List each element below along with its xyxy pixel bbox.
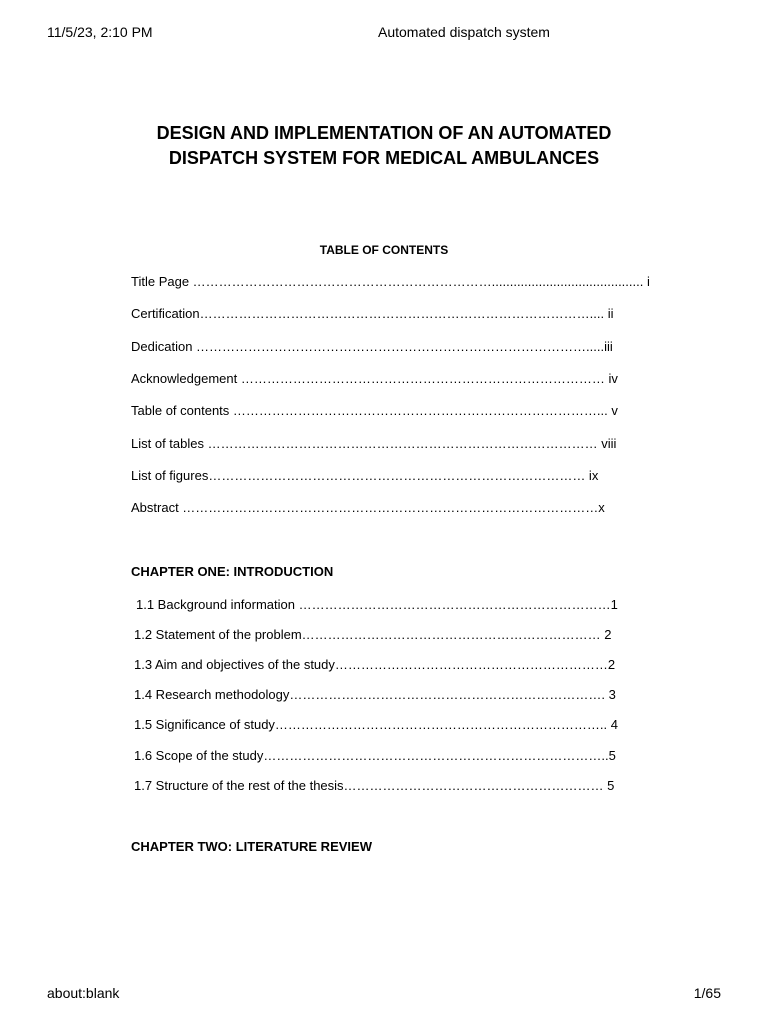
- toc-entry-list-of-figures: List of figures…………………………………………………………………………… ix: [131, 468, 599, 483]
- print-page-title: Automated dispatch system: [378, 24, 550, 40]
- toc-section-1-6: 1.6 Scope of the study……………………………………………………………………..5: [134, 748, 616, 763]
- document-title: DESIGN AND IMPLEMENTATION OF AN AUTOMATED DISPATCH SYSTEM FOR MEDICAL AMBULANCES: [156, 123, 612, 168]
- chapter-one-heading: CHAPTER ONE: INTRODUCTION: [131, 564, 334, 579]
- toc-heading: TABLE OF CONTENTS: [319, 243, 449, 257]
- toc-section-1-5: 1.5 Significance of study………………………………………………………………….. 4: [134, 717, 618, 732]
- print-datetime: 11/5/23, 2:10 PM: [47, 24, 153, 40]
- toc-entry-list-of-tables: List of tables ……………………………………………………………………………… viii: [131, 436, 617, 451]
- print-url: about:blank: [47, 985, 120, 1001]
- toc-entry-abstract: Abstract ……………………………………………………………………………………x: [131, 500, 605, 515]
- toc-section-1-1: 1.1 Background information ………………………………………………………………1: [136, 597, 618, 612]
- toc-entry-title-page: Title Page …………………………………………………………….......................................... i: [131, 274, 650, 289]
- chapter-two-heading: CHAPTER TWO: LITERATURE REVIEW: [131, 839, 372, 854]
- toc-section-1-3: 1.3 Aim and objectives of the study………………………………………………………2: [134, 657, 616, 672]
- toc-section-1-4: 1.4 Research methodology………………………………………………………………. 3: [134, 687, 616, 702]
- toc-entry-certification: Certification……………………………………………………………………………….... ii: [131, 306, 614, 321]
- toc-entry-table-of-contents: Table of contents …………………………………………………………………………... v: [131, 403, 618, 418]
- toc-entry-acknowledgement: Acknowledgement ………………………………………………………………………… iv: [131, 371, 618, 386]
- print-page-number: 1/65: [693, 985, 721, 1001]
- toc-entry-dedication: Dedication ……………………………………………………………………………….....iii: [131, 339, 613, 354]
- toc-section-1-2: 1.2 Statement of the problem…………………………………………………………… 2: [134, 627, 612, 642]
- toc-section-1-7: 1.7 Structure of the rest of the thesis…………………………………………………… 5: [134, 778, 615, 793]
